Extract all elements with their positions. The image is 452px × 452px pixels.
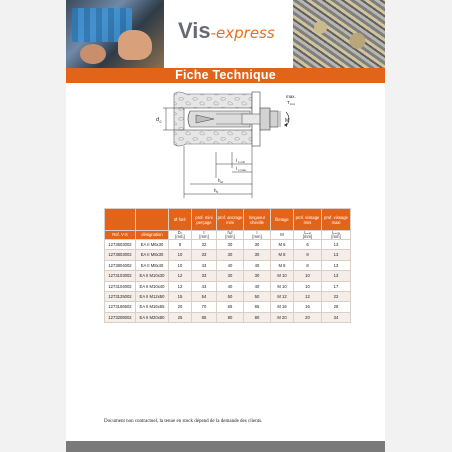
- table-cell: 20: [294, 312, 322, 322]
- label-h0-sub: 0: [216, 190, 219, 194]
- col-header: [136, 209, 169, 231]
- table-cell: 12: [169, 271, 192, 281]
- label-m: M: [285, 118, 290, 124]
- label-tinst-sub: inst: [290, 102, 295, 106]
- label-hef: h: [218, 178, 221, 183]
- table-cell: 30: [217, 250, 244, 260]
- table-cell: 54: [192, 292, 217, 302]
- table-cell: 32: [192, 240, 217, 250]
- col-unit: t [mm]: [192, 231, 217, 240]
- table-cell: M 6: [271, 240, 294, 250]
- table-cell: 40: [244, 281, 271, 291]
- table-row: [105, 281, 351, 291]
- col-unit: D₀ [mm]: [169, 231, 192, 240]
- table-cell: 30: [244, 250, 271, 260]
- datasheet-page: [66, 0, 385, 452]
- table-cell: EA II M12x50: [136, 292, 169, 302]
- table-cell: 22: [322, 292, 351, 302]
- label-d0-sub: 0: [159, 120, 162, 124]
- table-cell: M 12: [271, 292, 294, 302]
- table-cell: M 8: [271, 250, 294, 260]
- table-cell: 33: [192, 250, 217, 260]
- table-unit-row: [105, 231, 351, 240]
- table-cell: EA II M6x30: [136, 240, 169, 250]
- table-cell: M 8: [271, 260, 294, 270]
- table-row: [105, 271, 351, 281]
- table-cell: 12: [169, 281, 192, 291]
- col-header-ref: Ref. V-S: [105, 231, 136, 240]
- col-unit: M: [271, 231, 294, 240]
- col-header: [105, 209, 136, 231]
- label-lmin: l: [236, 158, 237, 163]
- table-cell: 43: [192, 281, 217, 291]
- table-cell: M 16: [271, 302, 294, 312]
- table-cell: 34: [322, 312, 351, 322]
- table-cell: 50: [244, 292, 271, 302]
- label-lmax: l: [236, 166, 237, 171]
- table-cell: M 10: [271, 281, 294, 291]
- col-unit: lₛₘₐₓ [mm]: [322, 231, 351, 240]
- col-header: prof. vissage mini: [294, 209, 322, 231]
- header-photo-tools: [66, 0, 164, 68]
- col-unit: l [mm]: [244, 231, 271, 240]
- table-row: [105, 302, 351, 312]
- table-cell: 43: [192, 260, 217, 270]
- footer-bar: [66, 441, 385, 452]
- table-cell: 50: [217, 292, 244, 302]
- brand-logo: [178, 18, 288, 48]
- label-lmax-sub: s max: [238, 168, 247, 172]
- label-hef-sub: ef: [220, 180, 224, 184]
- table-cell: 13: [322, 260, 351, 270]
- table-cell: 13: [322, 271, 351, 281]
- table-cell: 8: [294, 260, 322, 270]
- table-cell: 1273125002: [105, 292, 136, 302]
- table-cell: 25: [169, 312, 192, 322]
- table-cell: 80: [244, 312, 271, 322]
- table-cell: 1273804002: [105, 260, 136, 270]
- table-cell: 10: [169, 250, 192, 260]
- table-cell: 30: [244, 271, 271, 281]
- table-cell: 40: [244, 260, 271, 270]
- table-header-row: [105, 209, 351, 231]
- table-cell: 65: [217, 302, 244, 312]
- table-row: [105, 250, 351, 260]
- table-cell: 13: [322, 240, 351, 250]
- table-cell: 1273803002: [105, 250, 136, 260]
- col-unit: hₑf [mm]: [217, 231, 244, 240]
- table-cell: EA II M10x40: [136, 281, 169, 291]
- col-header: longueur cheville: [244, 209, 271, 231]
- table-cell: 13: [322, 250, 351, 260]
- disclaimer-note: Document non contractuel, la tenue en stock dépend de la demande des clients.: [104, 419, 263, 424]
- table-cell: 28: [322, 302, 351, 312]
- anchor-sleeve-shape: [188, 111, 250, 127]
- spec-table: [104, 208, 351, 323]
- table-cell: 70: [192, 302, 217, 312]
- table-cell: 65: [244, 302, 271, 312]
- label-lmin-sub: s min: [238, 160, 246, 164]
- col-header-designation: désignation: [136, 231, 169, 240]
- anchor-diagram: [66, 86, 385, 208]
- table-cell: EA II M20x80: [136, 312, 169, 322]
- table-cell: 16: [294, 302, 322, 312]
- table-cell: 20: [169, 302, 192, 312]
- table-cell: EA II M10x30: [136, 271, 169, 281]
- table-cell: 6: [294, 240, 322, 250]
- table-cell: 1273603002: [105, 240, 136, 250]
- table-cell: 40: [217, 260, 244, 270]
- col-header: Ø foré: [169, 209, 192, 231]
- table-cell: 30: [217, 271, 244, 281]
- table-cell: EA II M8x40: [136, 260, 169, 270]
- table-cell: 33: [192, 271, 217, 281]
- table-cell: EA II M16x65: [136, 302, 169, 312]
- table-cell: 30: [217, 240, 244, 250]
- col-header: filetage: [271, 209, 294, 231]
- table-cell: 8: [169, 240, 192, 250]
- label-tinst: T: [287, 100, 290, 105]
- label-h0: h: [214, 188, 217, 193]
- logo-main-text: Vis: [178, 18, 211, 43]
- col-header: prof. vissage maxi: [322, 209, 351, 231]
- label-max: max.: [286, 94, 296, 99]
- logo-suffix-text: -express: [210, 24, 275, 42]
- table-cell: 15: [169, 292, 192, 302]
- table-row: [105, 292, 351, 302]
- header-photo-screws: [293, 0, 385, 68]
- col-header: prof. ancrage mini: [217, 209, 244, 231]
- table-cell: 30: [244, 240, 271, 250]
- table-cell: 12: [294, 292, 322, 302]
- table-row: [105, 260, 351, 270]
- table-cell: 80: [217, 312, 244, 322]
- label-d0: d: [156, 117, 160, 123]
- table-cell: 85: [192, 312, 217, 322]
- col-header: prof. mini perçage: [192, 209, 217, 231]
- table-cell: 1273208002: [105, 312, 136, 322]
- table-row: [105, 240, 351, 250]
- table-cell: 17: [322, 281, 351, 291]
- table-cell: 1273166502: [105, 302, 136, 312]
- table-cell: M 10: [271, 271, 294, 281]
- table-cell: M 20: [271, 312, 294, 322]
- table-cell: 8: [294, 250, 322, 260]
- table-cell: 10: [294, 281, 322, 291]
- table-row: [105, 312, 351, 322]
- table-cell: 40: [217, 281, 244, 291]
- col-unit: lₛₘᵢₙ [mm]: [294, 231, 322, 240]
- table-cell: 1273104002: [105, 281, 136, 291]
- table-body: [105, 240, 351, 323]
- page-title: Fiche Technique: [175, 68, 276, 82]
- table-cell: EA II M8x30: [136, 250, 169, 260]
- table-cell: 10: [294, 271, 322, 281]
- table-cell: 10: [169, 260, 192, 270]
- table-cell: 1273103002: [105, 271, 136, 281]
